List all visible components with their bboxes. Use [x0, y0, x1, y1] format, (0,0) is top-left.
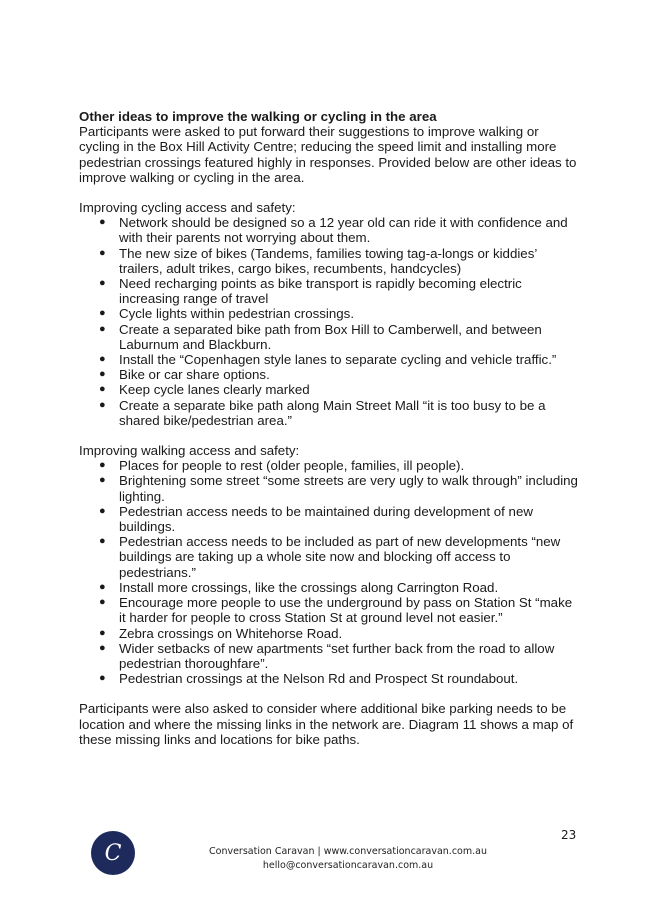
list-item: ● Zebra crossings on Whitehorse Road. — [79, 626, 579, 641]
list-item: ● Create a separated bike path from Box Hill to Camberwell, and between Laburnum and Blackburn. — [79, 322, 579, 352]
list-item: ● Pedestrian access needs to be included as part of new developments “new buildings are taking up a whole site now and blocking off access to pedestrians.” — [79, 534, 579, 580]
footer — [0, 845, 653, 873]
list-item: ● The new size of bikes (Tandems, families towing tag-a-longs or kiddies’ trailers, adult trikes, cargo bikes, recumbents, handcycles) — [79, 246, 579, 276]
list-item: ● Pedestrian crossings at the Nelson Rd and Prospect St roundabout. — [79, 671, 579, 686]
list-item: ● Create a separate bike path along Main Street Mall “it is too busy to be a shared bike/pedestrian area.” — [79, 398, 579, 428]
list-item: ● Cycle lights within pedestrian crossings. — [79, 306, 579, 321]
list-item: ● Install more crossings, like the crossings along Carrington Road. — [79, 580, 579, 595]
list-item: ● Install the “Copenhagen style lanes to separate cycling and vehicle traffic.” — [79, 352, 579, 367]
section-heading: Other ideas to improve the walking or cycling in the area — [79, 109, 437, 124]
list-item: ● Wider setbacks of new apartments “set further back from the road to allow pedestrian thoroughfare”. — [79, 641, 579, 671]
walking-list — [79, 458, 579, 686]
list-item: ● Bike or car share options. — [79, 367, 579, 382]
list-item: ● Places for people to rest (older people, families, ill people). — [79, 458, 579, 473]
intro-paragraph: Participants were asked to put forward their suggestions to improve walking or cycling in the Box Hill Activity Centre; reducing the speed limit and installing more pedestrian crossings featured highly in responses. Provided below are other ideas to improve walking or cycling in the area. — [79, 124, 577, 185]
list-item: ● Need recharging points as bike transport is rapidly becoming electric increasing range of travel — [79, 276, 579, 306]
cycling-list-title: Improving cycling access and safety: — [79, 200, 296, 216]
list-item: ● Network should be designed so a 12 year old can ride it with confidence and with their parents not worrying about them. — [79, 215, 579, 245]
footer-email-line: hello@conversationcaravan.com.au — [262, 860, 434, 871]
list-item: ● Pedestrian access needs to be maintained during development of new buildings. — [79, 504, 579, 534]
document-body — [79, 109, 579, 747]
list-item: ● Encourage more people to use the underground by pass on Station St “make it harder for people to cross Station St at ground level not easier.” — [79, 595, 579, 625]
logo-letter: C — [104, 840, 122, 866]
closing-paragraph: Participants were also asked to consider where additional bike parking needs to be location and where the missing links in the network are. Diagram 11 shows a map of these missing links and locations for bike paths. — [79, 701, 574, 747]
page-number: 23 — [561, 828, 577, 842]
cycling-list — [79, 215, 579, 428]
list-item: ● Brightening some street “some streets are very ugly to walk through” including lighting. — [79, 473, 579, 503]
footer-contact-line: Conversation Caravan | www.conversationcaravan.com.au — [209, 846, 487, 857]
walking-list-title: Improving walking access and safety: — [79, 443, 300, 459]
list-item: ● Keep cycle lanes clearly marked — [79, 382, 579, 397]
